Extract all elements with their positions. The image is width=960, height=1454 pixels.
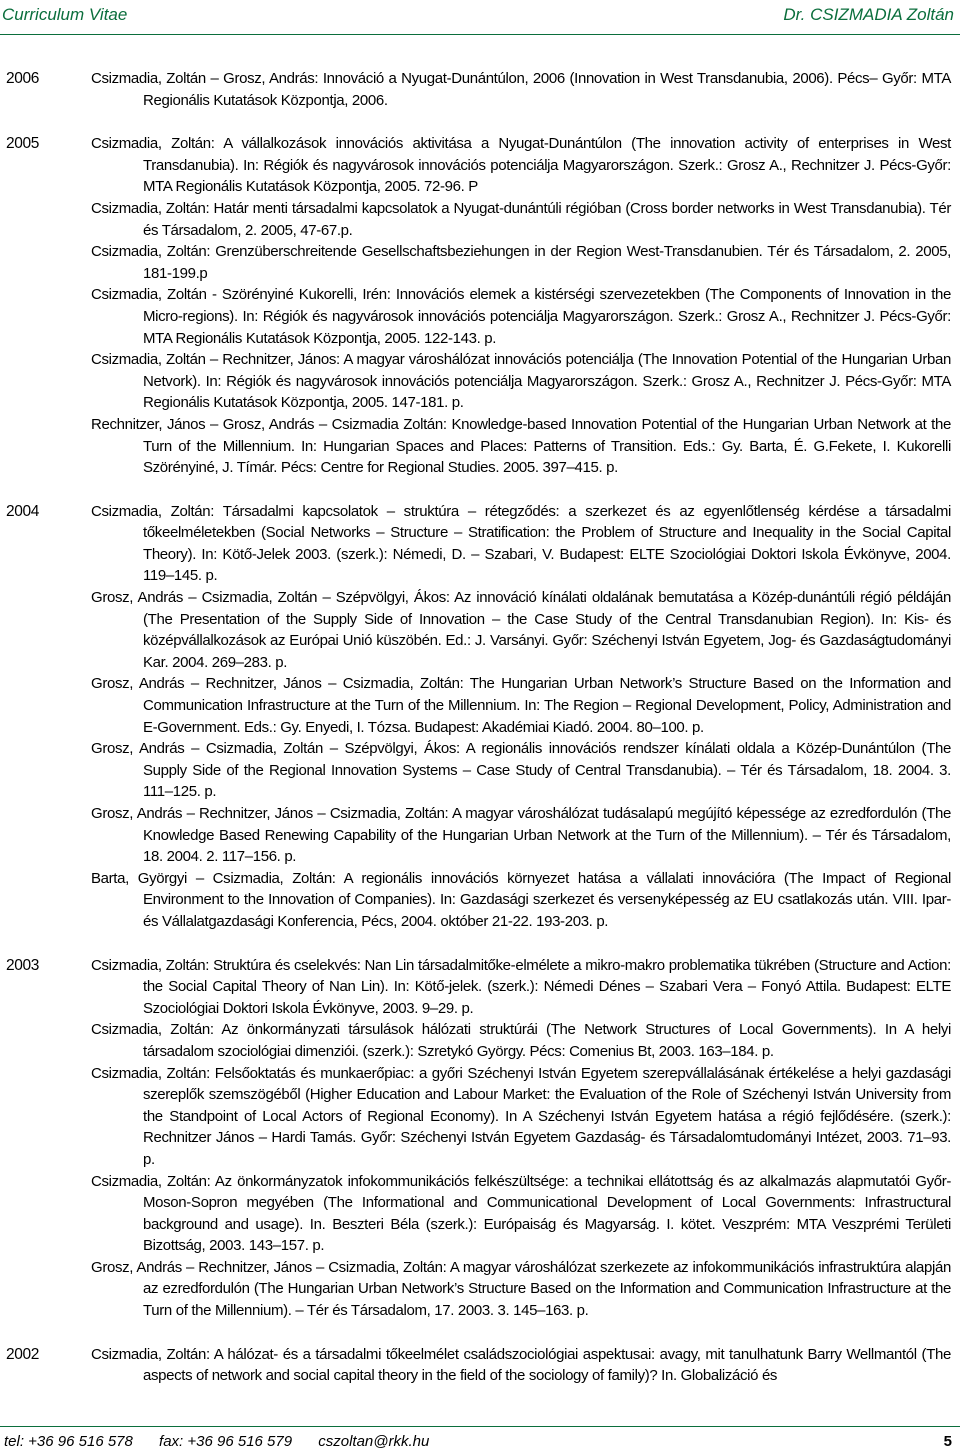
- footer-contacts: [4, 1433, 451, 1450]
- year-label: 2003: [6, 956, 40, 974]
- year-section-2002: [0, 1344, 960, 1387]
- publication-entry: Grosz, András – Rechnitzer, János – Csizmadia, Zoltán: A magyar városhálózat tudásalapú megújító képessége az ezredfordulón (The Knowledge Based Renewing Capability of the Hungarian Urban Network at the Turn of the Millennium). – Tér és Társadalom, 18. 2004. 2. 117–156. p.: [91, 805, 951, 866]
- header-author-name: Dr. CSIZMADIA Zoltán: [783, 5, 954, 24]
- publication-entry: Barta, Györgyi – Csizmadia, Zoltán: A regionális innovációs környezet hatása a vállalati innovációra (The Impact of Regional Environment to the Innovation of Companies). In: Gazdasági szerkezet és versenyképesség az EU csatlakozás után. VIII. Ipar-és Vállalatgazdasági Konferencia, Pécs, 2004. október 21-22. 193-203. p.: [91, 869, 951, 930]
- footer-email[interactable]: cszoltan@rkk.hu: [318, 1433, 430, 1450]
- year-label: 2004: [6, 502, 40, 520]
- year-label: 2002: [6, 1345, 40, 1363]
- publication-entry: Grosz, András – Rechnitzer, János – Csizmadia, Zoltán: The Hungarian Urban Network’s Structure Based on the Information and Communication Infrastructure at the Turn of the Millennium. In: The Region – Regional Development, Policy, Administration and E-Government. Eds.: Gy. Enyedi, I. Tózsa. Budapest: Akadémiai Kiadó. 2004. 80–100. p.: [91, 675, 951, 736]
- publication-entry: Rechnitzer, János – Grosz, András – Csizmadia Zoltán: Knowledge-based Innovation Potential of the Hungarian Urban Network at the Turn of the Millennium. In: Hungarian Spaces and Places: Patterns of Transition. Eds.: Gy. Barta, É. G.Fekete, I. Kukorelli Szörényiné, J. Tímár. Pécs: Centre for Regional Studies. 2005. 397–415. p.: [91, 415, 951, 477]
- publication-entry: Csizmadia, Zoltán: Grenzüberschreitende Gesellschaftsbeziehungen in der Region West-Transdanubien. Tér és Társadalom, 2. 2005, 181-199.p: [91, 243, 951, 282]
- year-section-2006: [0, 68, 960, 111]
- publication-entry: Grosz, András – Rechnitzer, János – Csizmadia, Zoltán: A magyar városhálózat szerkezete az infokommunikációs infrastruktúra alapján az ezredfordulón (The Hungarian Urban Network’s Structure Based on the Information and Communication Infrastructure at the Turn of the Millennium). – Tér és Társadalom, 17. 2003. 3. 145–163. p.: [91, 1258, 951, 1320]
- publication-entry: Csizmadia, Zoltán: Társadalmi kapcsolatok – struktúra – rétegződés: a szerkezet és az egyenlőtlenség kérdése a társadalmi tőkeelméletekben (Social Networks – Structure – Stratification: the Problem of Structure and Inequality in the Social Capital Theory). In: Kötő-Jelek 2003. (szerk.): Némedi, D. – Szabari, V. Budapest: ELTE Szociológiai Doktori Iskola Évkönyve, 2004. 119–145. p.: [91, 502, 951, 585]
- header-divider: [0, 34, 960, 35]
- footer-divider: [0, 1426, 960, 1427]
- header-cv-title: Curriculum Vitae: [2, 5, 128, 24]
- publication-entry: Grosz, András – Csizmadia, Zoltán – Szépvölgyi, Ákos: A regionális innovációs rendszer kínálati oldala a Közép-Dunántúlon (The Supply Side of the Regional Innovation Systems – Case Study of Central Transdanubia). – Tér és Társadalom, 18. 2004. 3. 111–125. p.: [91, 740, 951, 801]
- publication-list: [0, 68, 960, 1409]
- publication-entry: Csizmadia, Zoltán – Grosz, András: Innováció a Nyugat-Dunántúlon, 2006 (Innovation in West Transdanubia, 2006). Pécs– Győr: MTA Regionális Kutatások Központja, 2006.: [91, 70, 951, 109]
- footer-fax: fax: +36 96 516 579: [159, 1433, 293, 1450]
- page-header: [0, 0, 960, 36]
- publication-entry: Csizmadia, Zoltán - Szörényiné Kukorelli, Irén: Innovációs elemek a kistérségi szervezetekben (The Components of Innovation in the Micro-regions). In: Régiók és nagyvárosok innovációs potenciálja Magyarországon. Szerk.: Grosz A., Rechnitzer J. Pécs-Győr: MTA Regionális Kutatások Központja, 2005. 122-143. p.: [91, 286, 951, 347]
- publication-entry: Csizmadia, Zoltán: Az önkormányzatok infokommunikációs felkészültsége: a technikai ellátottság és az alkalmazás alapmutatói Győr-Moson-Sopron megyében (The Informational and Communicational Development of Local Governments: Infrastructural background and usage). In. Beszteri Béla (szerk.): Európaiság és Magyarság. I. kötet. Veszprém: MTA Veszprémi Területi Bizottság, 2003. 143–157. p.: [91, 1172, 951, 1255]
- entry-list: [91, 133, 951, 479]
- year-section-2005: [0, 133, 960, 479]
- publication-entry: Csizmadia, Zoltán: Határ menti társadalmi kapcsolatok a Nyugat-dunántúli régióban (Cross border networks in West Transdanubia). Tér és Társadalom, 2. 2005, 47-67.p.: [91, 199, 951, 239]
- publication-entry: Grosz, András – Csizmadia, Zoltán – Szépvölgyi, Ákos: Az innováció kínálati oldalának bemutatása a Közép-dunántúli régió példáján (The Presentation of the Supply Side of Innovation – the Case Study of the Central Transdanubian Region). In: Kis- és középvállalkozások az Európai Unió küszöbén. Ed.: J. Varsányi. Győr: Széchenyi István Egyetem, Jog- és Gazdaságtudományi Kar. 2004. 269–283. p.: [91, 589, 951, 671]
- year-section-2003: [0, 955, 960, 1322]
- footer-tel: tel: +36 96 516 578: [4, 1433, 133, 1450]
- publication-entry: Csizmadia, Zoltán: Felsőoktatás és munkaerőpiac: a győri Széchenyi István Egyetem szerepvállalásának értékelése a helyi gazdasági szereplők szemszögéből (Higher Education and Labour Market: the Evaluation of the Role of Széchenyi István University from the Standpoint of Local Actors of Regional Economy). In A Széchenyi István Egyetem hatása a régió fejlődésére. (szerk.): Rechnitzer János – Hardi Tamás. Győr: Széchenyi István Egyetem Gazdaság- és Társadalomtudományi Intézet, 2003. 71–93. p.: [91, 1064, 951, 1168]
- year-label: 2006: [6, 70, 40, 87]
- publication-entry: Csizmadia, Zoltán – Rechnitzer, János: A magyar városhálózat innovációs potenciálja (The Innovation Potential of the Hungarian Urban Netvork). In: Régiók és nagyvárosok innovációs potenciálja Magyarországon. Szerk.: Grosz A., Rechnitzer J. Pécs-Győr: MTA Regionális Kutatások Központja, 2005. 147-181. p.: [91, 351, 951, 412]
- entry-list: [91, 501, 951, 933]
- page-footer: [0, 1420, 960, 1454]
- publication-entry: Csizmadia, Zoltán: Struktúra és cselekvés: Nan Lin társadalmitőke-elmélete a mikro-makro problematika tükrében (Structure and Action: the Social Capital Theory of Nan Lin). In: Kötő-jelek. (szerk.): Némedi Dénes – Szabari Vera – Fonyó Attila. Budapest: ELTE Szociológiai Doktori Iskola Évkönyve, 2003. 9–29. p.: [91, 956, 951, 1017]
- publication-entry: Csizmadia, Zoltán: A hálózat- és a társadalmi tőkeelmélet családszociológiai aspektusai: avagy, mit tanulhatunk Barry Wellmantól (The aspects of network and social capital theory in the field of the sociology of family)? In. Globalizáció és: [91, 1345, 951, 1385]
- entry-list: [91, 1344, 951, 1387]
- year-label: 2005: [6, 135, 40, 153]
- year-section-2004: [0, 501, 960, 933]
- page-number: 5: [943, 1433, 952, 1450]
- publication-entry: Csizmadia, Zoltán: Az önkormányzati társulások hálózati struktúrái (The Network Structures of Local Governments). In A helyi társadalom szociológiai dimenziói. (szerk.): Szretykó György. Pécs: Comenius Bt, 2003. 163–184. p.: [91, 1021, 951, 1060]
- entry-list: [91, 68, 951, 111]
- entry-list: [91, 955, 951, 1322]
- publication-entry: Csizmadia, Zoltán: A vállalkozások innovációs aktivitása a Nyugat-Dunántúlon (The innovation activity of enterprises in West Transdanubia). In: Régiók és nagyvárosok innovációs potenciálja Magyarországon. Szerk.: Grosz A., Rechnitzer J. Pécs-Győr: MTA Regionális Kutatások Központja, 2005. 72-96. P: [91, 135, 951, 196]
